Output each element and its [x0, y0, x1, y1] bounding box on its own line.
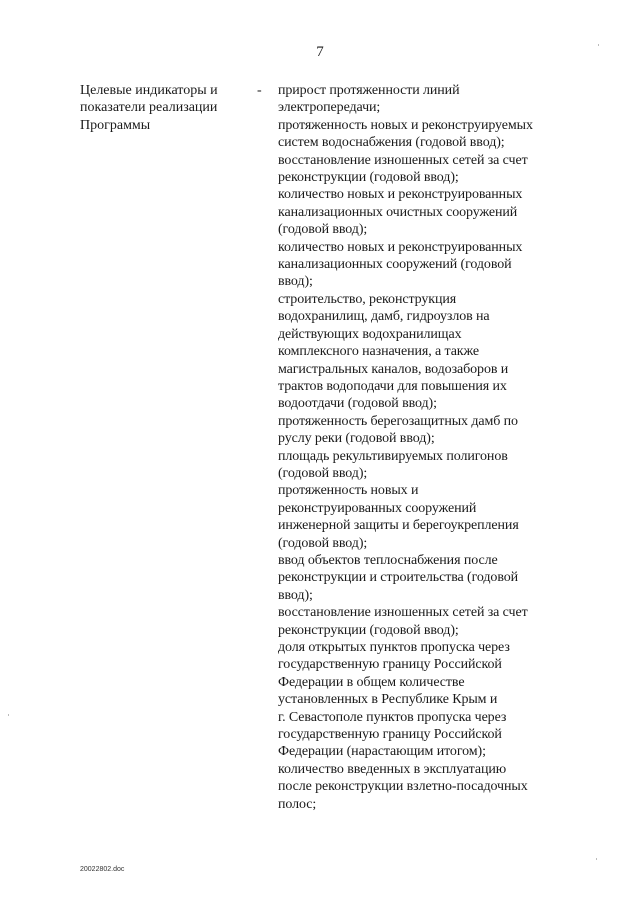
indicator-line: руслу реки (годовой ввод);	[278, 431, 435, 447]
indicator-line: Федерации в общем количестве	[278, 674, 465, 690]
indicator-line: реконструированных сооружений	[278, 500, 477, 516]
dash-separator: -	[257, 83, 262, 98]
section-label	[80, 82, 260, 134]
indicator-line: строительство, реконструкция	[278, 291, 457, 307]
indicator-line: после реконструкции взлетно-посадочных	[278, 779, 528, 795]
section-label-line: Целевые индикаторы и	[80, 83, 218, 98]
indicator-line: количество введенных в эксплуатацию	[278, 761, 507, 777]
indicator-line: ввод объектов теплоснабжения после	[278, 552, 498, 568]
indicator-line: действующих водохранилищах	[278, 326, 462, 342]
indicator-line: комплексного назначения, а также	[278, 344, 480, 360]
indicator-line: протяженность новых и реконструируемых	[278, 117, 533, 133]
indicator-line: количество новых и реконструированных	[278, 187, 523, 203]
indicator-line: государственную границу Российской	[278, 727, 502, 743]
indicator-line: реконструкции (годовой ввод);	[278, 622, 459, 638]
indicator-line: канализационных сооружений (годовой	[278, 257, 512, 273]
indicator-line: государственную границу Российской	[278, 657, 502, 673]
indicator-line: водохранилищ, дамб, гидроузлов на	[278, 309, 490, 325]
indicator-line: прирост протяженности линий	[278, 83, 460, 98]
indicator-line: Федерации (нарастающим итогом);	[278, 744, 486, 760]
indicator-line: (годовой ввод);	[278, 535, 368, 551]
indicator-line: количество новых и реконструированных	[278, 239, 523, 255]
indicator-line: водоотдачи (годовой ввод);	[278, 396, 437, 412]
indicator-line: протяженность новых и	[278, 483, 419, 499]
page-number: 7	[316, 44, 324, 60]
indicator-line: ввод);	[278, 587, 313, 603]
footer-filename: 20022802.doc	[80, 866, 125, 873]
indicator-line: реконструкции и строительства (годовой	[278, 570, 519, 586]
indicator-line: трактов водоподачи для повышения их	[278, 378, 507, 394]
indicator-line: инженерной защиты и берегоукрепления	[278, 518, 519, 534]
indicator-line: магистральных каналов, водозаборов и	[278, 361, 509, 377]
scan-speck	[8, 714, 9, 716]
indicator-line: систем водоснабжения (годовой ввод);	[278, 135, 505, 151]
indicator-list	[278, 82, 578, 813]
indicator-line: установленных в Республике Крым и	[278, 692, 498, 708]
indicator-line: восстановление изношенных сетей за счет	[278, 152, 528, 168]
indicator-line: площадь рекультивируемых полигонов	[278, 448, 508, 464]
indicator-line: г. Севастополе пунктов пропуска через	[278, 709, 507, 725]
indicator-line: канализационных очистных сооружений	[278, 204, 518, 220]
section-label-line: Программы	[80, 117, 151, 133]
indicator-line: (годовой ввод);	[278, 222, 368, 238]
indicator-line: протяженность берегозащитных дамб по	[278, 413, 518, 429]
indicator-line: ввод);	[278, 274, 313, 290]
indicator-line: (годовой ввод);	[278, 465, 368, 481]
indicator-line: электропередачи;	[278, 100, 381, 116]
indicator-line: восстановление изношенных сетей за счет	[278, 605, 528, 621]
indicator-line: полос;	[278, 796, 317, 812]
section-label-line: показатели реализации	[80, 100, 218, 116]
scan-speck	[598, 44, 599, 46]
scan-speck	[596, 858, 597, 860]
indicator-line: реконструкции (годовой ввод);	[278, 170, 459, 186]
indicator-line: доля открытых пунктов пропуска через	[278, 640, 510, 655]
